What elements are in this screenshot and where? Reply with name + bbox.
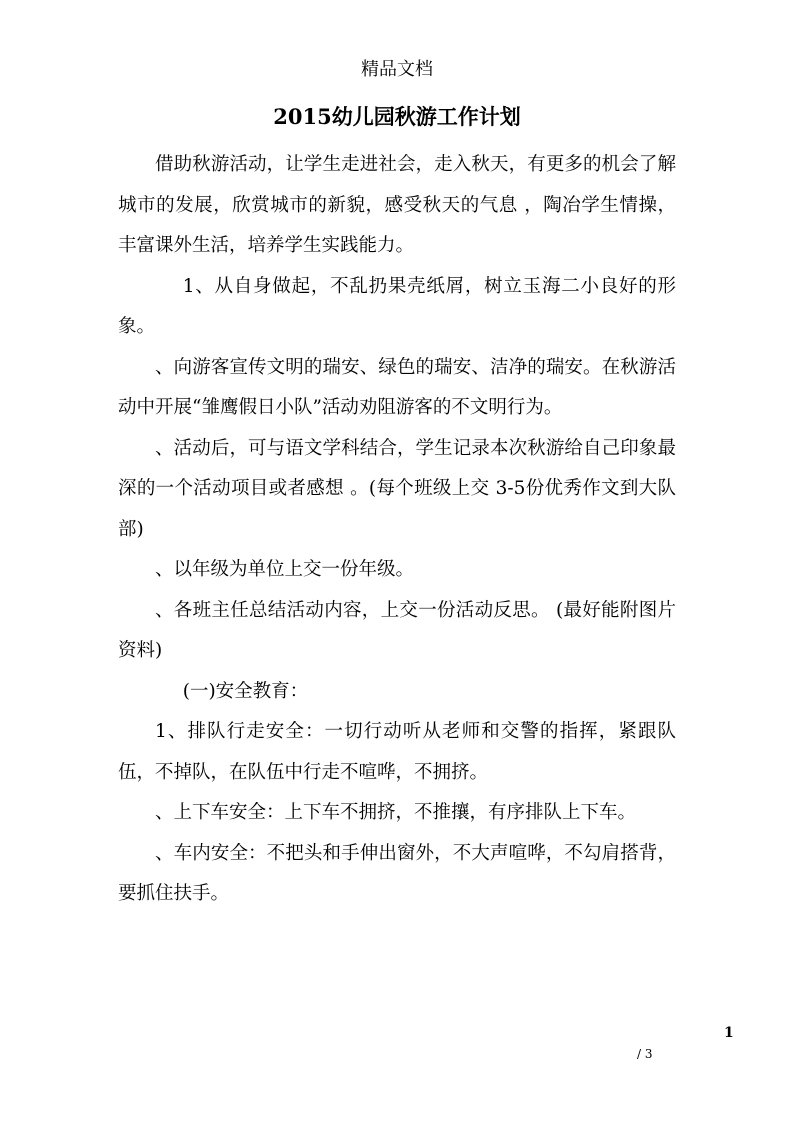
paragraph-item: 、各班主任总结活动内容，上交一份活动反思。 (最好能附图片资料): [118, 599, 676, 661]
paragraph-item: 、向游客宣传文明的瑞安、绿色的瑞安、洁净的瑞安。在秋游活动中开展“雏鹰假日小队”活动劝阻游客的不文明行为。: [118, 356, 676, 418]
paragraph-item: 1、从自身做起，不乱扔果壳纸屑，树立玉海二小良好的形象。: [118, 275, 676, 337]
page-number: 1: [724, 1025, 734, 1041]
paragraph-item: 、上下车安全：上下车不拥挤，不推攘，有序排队上下车。: [155, 802, 637, 823]
page-total: / 3: [637, 1047, 653, 1061]
paragraph-item: 、以年级为单位上交一份年级。: [155, 559, 415, 580]
section-heading: (一)安全教育：: [182, 680, 309, 702]
document-body: [118, 145, 676, 915]
document-title: 2015幼儿园秋游工作计划: [273, 104, 521, 129]
page-header: 精品文档: [361, 59, 433, 80]
paragraph-intro: 借助秋游活动，让学生走进社会，走入秋天，有更多的机会了解城市的发展，欣赏城市的新貌，感受秋天的气息 ，陶冶学生情操，丰富课外生活，培养学生实践能力。: [118, 154, 676, 256]
paragraph-item: 、车内安全：不把头和手伸出窗外，不大声喧哗，不勾肩搭背，要抓住扶手。: [118, 842, 676, 904]
paragraph-item: 、活动后，可与语文学科结合，学生记录本次秋游给自己印象最深的一个活动项目或者感想 。(每个班级上交 3-5份优秀作文到大队部): [118, 437, 676, 540]
paragraph-item: 1、排队行走安全：一切行动听从老师和交警的指挥，紧跟队伍，不掉队，在队伍中行走不喧哗，不拥挤。: [118, 721, 676, 783]
